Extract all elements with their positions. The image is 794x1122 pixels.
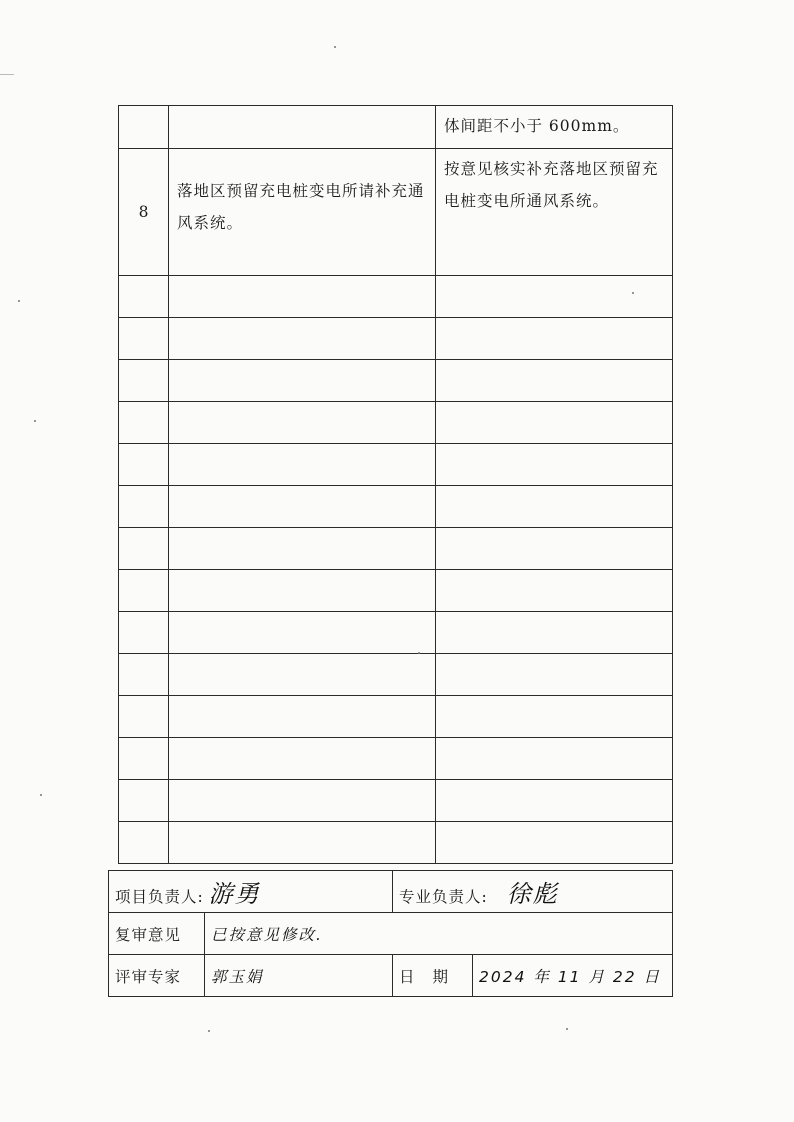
scan-speck [208,1030,210,1032]
scan-edge-mark [0,74,14,75]
response-text [436,402,673,444]
specialty-lead-signature: 徐彪 [506,880,559,908]
review-comment: 落地区预留充电桩变电所请补充通风系统。 [169,149,436,276]
row-number [119,738,169,780]
review-comment [169,444,436,486]
review-comment [169,612,436,654]
row-number [119,822,169,864]
recheck-opinion: 已按意见修改. [205,913,673,955]
table-row [119,696,673,738]
row-number: 8 [119,149,169,276]
table-row [119,654,673,696]
review-comment [169,360,436,402]
expert-signature: 郭玉娟 [205,955,393,997]
row-number [119,528,169,570]
table-row [119,612,673,654]
review-comment [169,276,436,318]
date-label: 日期 [393,955,473,997]
scan-speck [18,300,20,302]
table-row [119,486,673,528]
response-text [436,654,673,696]
review-comment [169,318,436,360]
review-comment [169,738,436,780]
response-text: 体间距不小于 600mm。 [436,106,673,149]
review-comment [169,486,436,528]
row-number [119,444,169,486]
response-text [436,696,673,738]
row-number [119,402,169,444]
response-text [436,318,673,360]
table-row [119,360,673,402]
date-value: 2024 年 11 月 22 日 [473,955,673,997]
scan-speck [40,794,42,796]
table-row [109,913,673,955]
table-row [119,528,673,570]
table-row [119,570,673,612]
row-number [119,106,169,149]
review-comment [169,402,436,444]
table-row [119,822,673,864]
row-number [119,570,169,612]
signature-table [108,870,673,997]
recheck-label: 复审意见 [109,913,205,955]
scan-speck [418,652,420,654]
response-text: 按意见核实补充落地区预留充电桩变电所通风系统。 [436,149,673,276]
review-comment [169,780,436,822]
response-text [436,570,673,612]
review-comment [169,528,436,570]
row-number [119,276,169,318]
review-comments-table [118,105,673,864]
specialty-lead-label: 专业负责人: [399,888,488,906]
scan-speck [632,292,634,294]
row-number [119,654,169,696]
table-row [119,444,673,486]
table-row [119,106,673,149]
project-lead-cell [109,871,393,913]
review-comment [169,570,436,612]
response-text [436,780,673,822]
response-text [436,486,673,528]
specialty-lead-cell [393,871,673,913]
row-number [119,360,169,402]
table-row [119,738,673,780]
review-comment [169,654,436,696]
row-number [119,780,169,822]
table-row [119,276,673,318]
scan-speck [566,1028,568,1030]
response-text [436,444,673,486]
table-row [109,955,673,997]
table-row [119,318,673,360]
table-row [119,149,673,276]
project-lead-label: 项目负责人: [115,888,204,906]
review-comment [169,822,436,864]
scan-speck [334,46,336,48]
scan-speck [34,420,36,422]
table-row [109,871,673,913]
response-text [436,738,673,780]
response-text [436,612,673,654]
response-text [436,528,673,570]
project-lead-signature: 游勇 [208,880,261,908]
table-row [119,402,673,444]
response-text [436,276,673,318]
row-number [119,318,169,360]
row-number [119,696,169,738]
response-text [436,822,673,864]
review-comment [169,106,436,149]
review-comment [169,696,436,738]
response-text [436,360,673,402]
row-number [119,612,169,654]
expert-label: 评审专家 [109,955,205,997]
table-row [119,780,673,822]
row-number [119,486,169,528]
